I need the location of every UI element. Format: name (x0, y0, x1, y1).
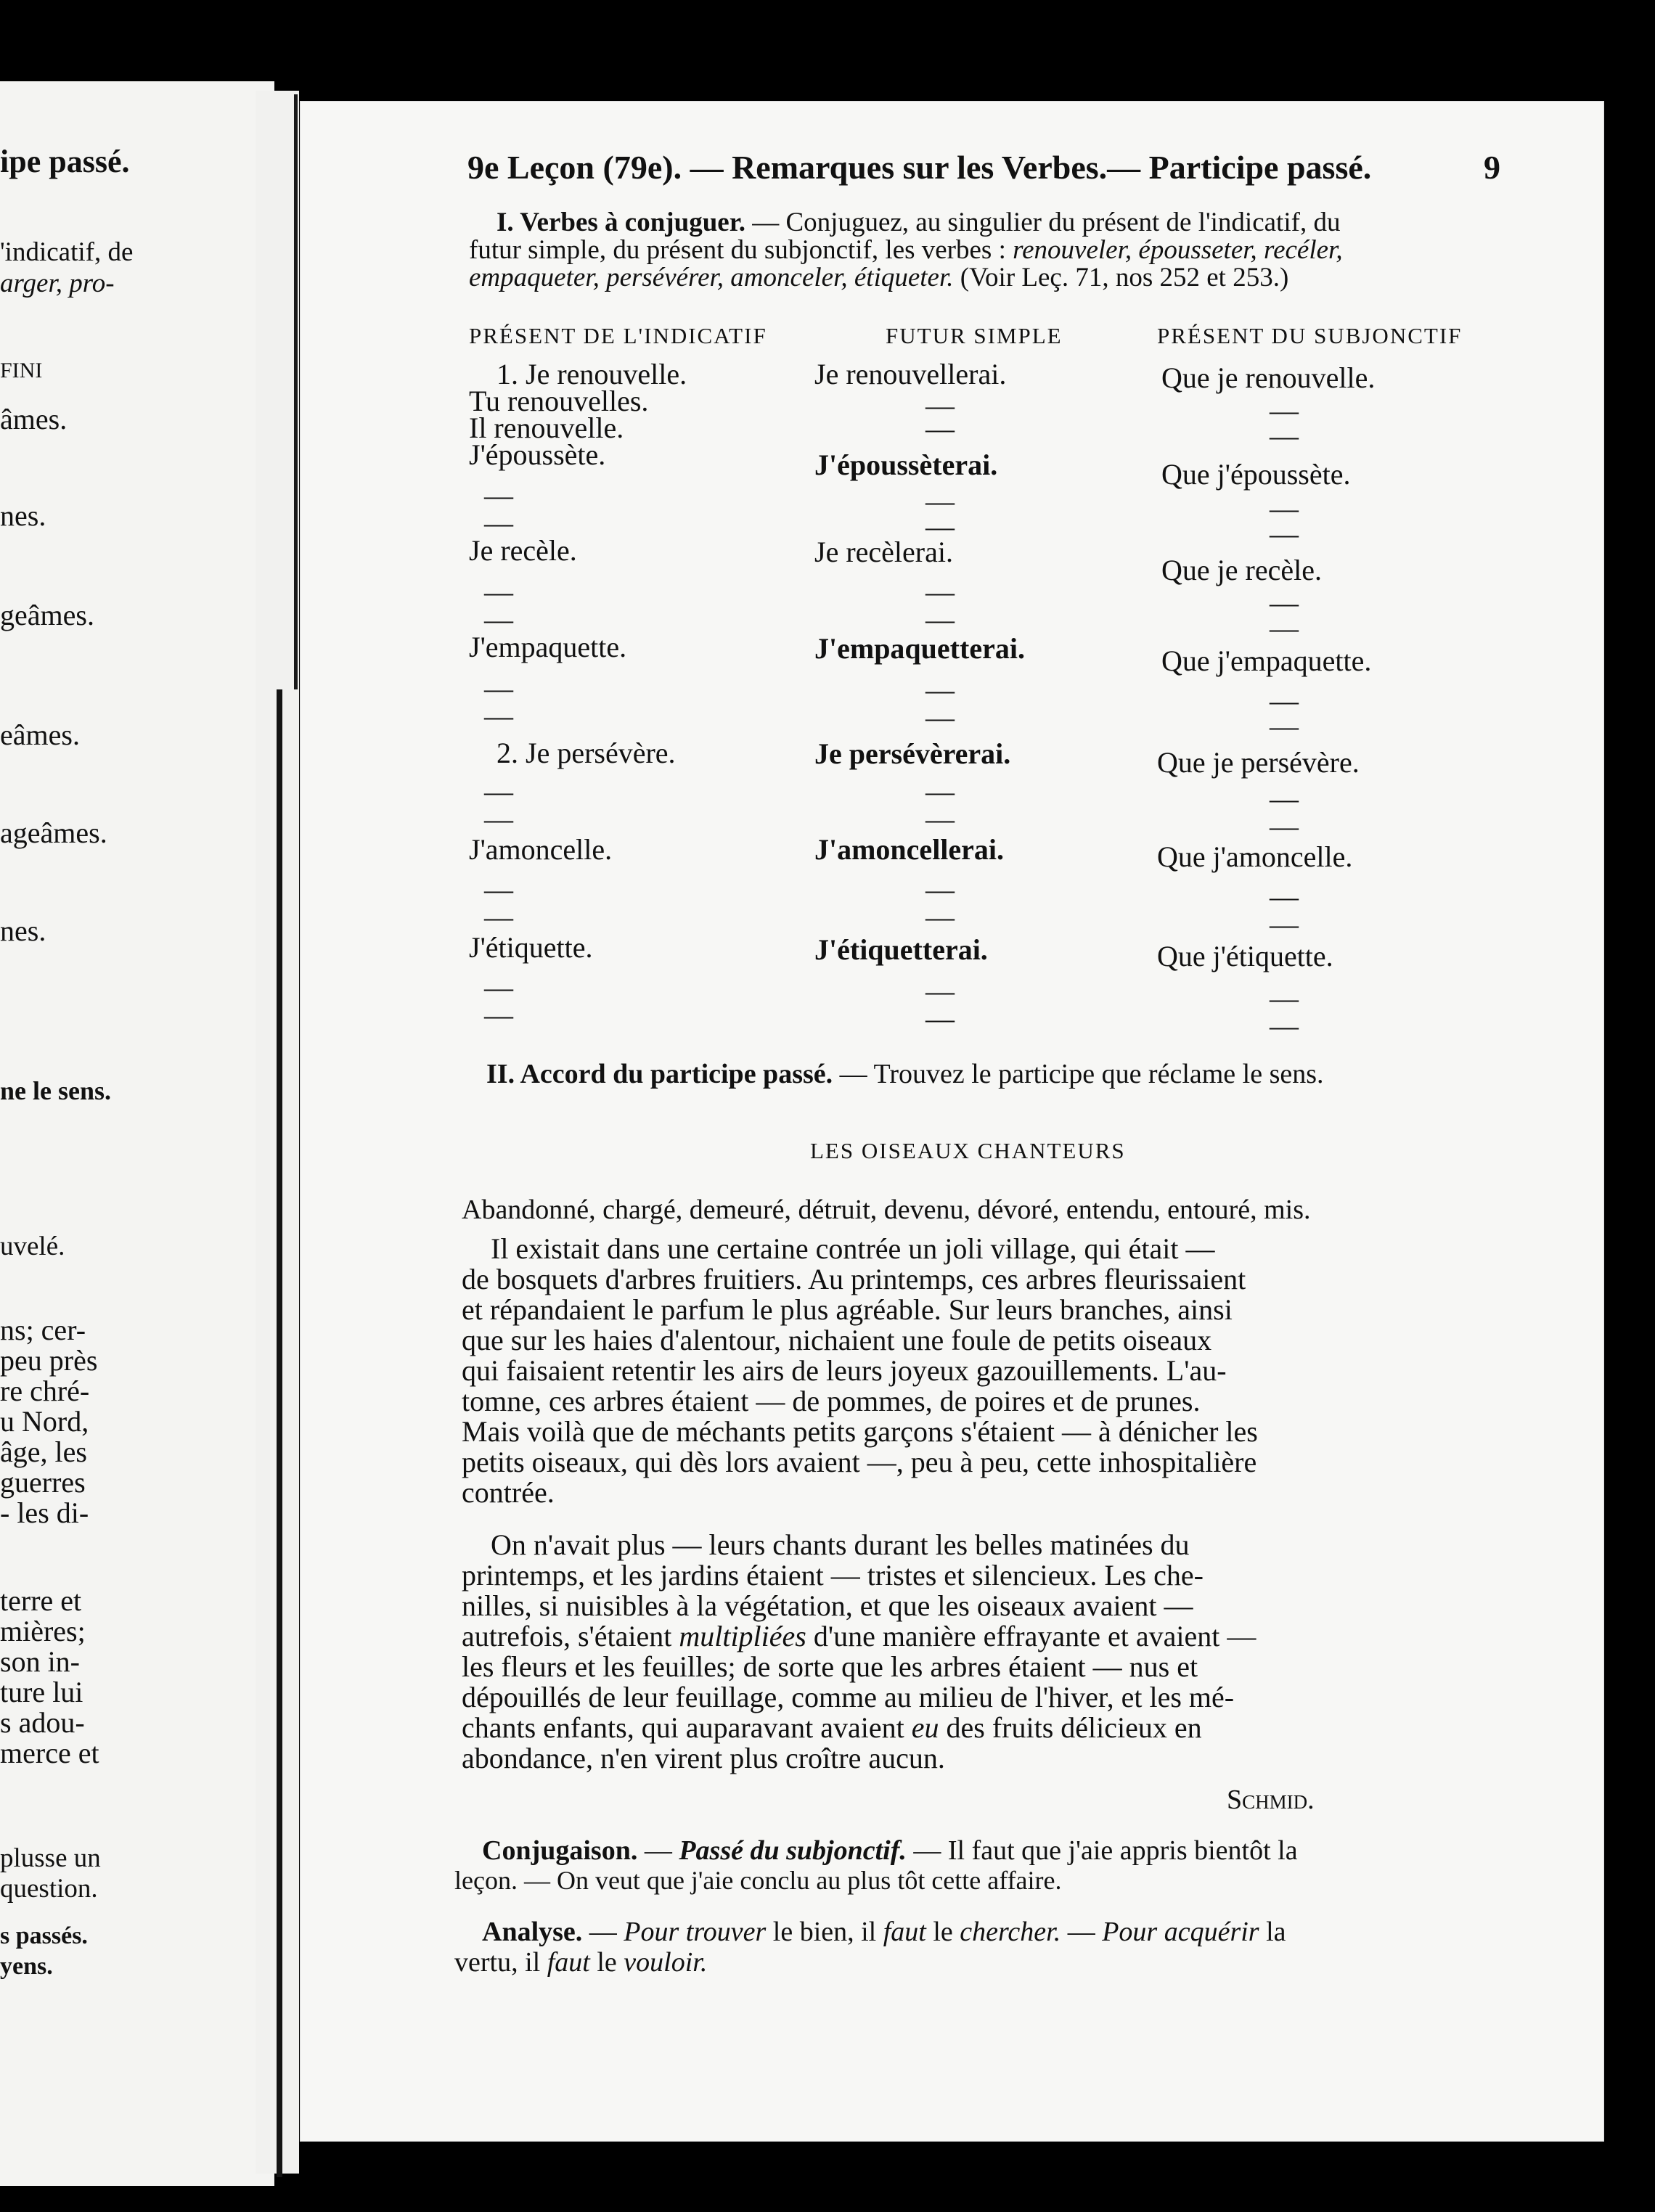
conjugation-cell: Il renouvelle. (469, 411, 624, 444)
conjugation-cell: Je recèle. (469, 534, 577, 567)
dash-placeholder: — (925, 389, 955, 422)
text-line: Il existait dans une certaine contrée un joli village, qui était — (491, 1232, 1215, 1265)
dash-placeholder: — (1270, 810, 1299, 843)
conjugation-cell: Que je recèle. (1161, 554, 1322, 586)
dash-placeholder: — (925, 510, 955, 543)
column-heading-indicatif: PRÉSENT DE L'INDICATIF (469, 323, 767, 348)
text-line: les fleurs et les feuilles; de sorte que les arbres étaient — nus et (462, 1650, 1198, 1683)
exercise-instruction-line: empaqueter, persévérer, amonceler, étiqueter. (Voir Leç. 71, nos 252 et 253.) (469, 263, 1289, 292)
conjugation-cell: J'amoncellerai. (814, 833, 1005, 866)
dash-placeholder: — (925, 975, 955, 1007)
text-title: LES OISEAUX CHANTEURS (810, 1138, 1126, 1163)
conjugation-cell: Je persévèrerai. (814, 737, 1011, 770)
text-line: tomne, ces arbres étaient — de pommes, de poires et de prunes. (462, 1385, 1201, 1417)
dash-placeholder: — (1270, 982, 1299, 1015)
dash-placeholder: — (1270, 419, 1299, 452)
binding-edge (277, 689, 282, 2177)
dash-placeholder: — (1270, 586, 1299, 619)
conjugation-cell: Que je renouvelle. (1161, 361, 1376, 394)
dash-placeholder: — (1270, 684, 1299, 717)
book-page (301, 102, 1603, 2141)
left-text-fragment: s passés. (0, 1922, 88, 1949)
text-line: chants enfants, qui auparavant avaient eu des fruits délicieux en (462, 1711, 1202, 1744)
dash-placeholder: — (925, 775, 955, 808)
exercise-instruction-line: futur simple, du présent du subjonctif, les verbes : renouveler, épousseter, recéler, (469, 235, 1343, 265)
conjugation-cell: Je recèlerai. (814, 536, 953, 568)
dash-placeholder: — (1270, 908, 1299, 941)
conjugation-cell: J'empaquetterai. (814, 632, 1025, 665)
dash-placeholder: — (1270, 394, 1299, 427)
section-title: II. Accord du participe passé. (486, 1059, 833, 1089)
left-text-fragment: u Nord, (0, 1405, 89, 1438)
conjugation-cell: J'étiquetterai. (814, 933, 988, 966)
left-text-fragment: âmes. (0, 403, 68, 435)
dash-placeholder: — (925, 603, 955, 636)
left-text-fragment: merce et (0, 1737, 99, 1769)
left-text-fragment: son in- (0, 1645, 80, 1678)
conjugation-cell: Que j'amoncelle. (1157, 840, 1353, 873)
column-heading-futur: FUTUR SIMPLE (886, 323, 1063, 348)
conjugation-cell: Que je persévère. (1157, 746, 1360, 779)
left-text-fragment: ns; cer- (0, 1314, 86, 1346)
text-line: de bosquets d'arbres fruitiers. Au printemps, ces arbres fleurissaient (462, 1263, 1246, 1295)
left-text-fragment: plusse un (0, 1843, 101, 1873)
text-line: printemps, et les jardins étaient — tristes et silencieux. Les che- (462, 1559, 1204, 1592)
left-text-fragment: ageâmes. (0, 816, 107, 849)
text-line: dépouillés de leur feuillage, comme au milieu de l'hiver, et les mé- (462, 1681, 1235, 1713)
running-head: 9e Leçon (79e). — Remarques sur les Verbes.— Participe passé. (467, 149, 1372, 186)
exercise-instruction-line: I. Verbes à conjuguer. — Conjuguez, au singulier du présent de l'indicatif, du (496, 208, 1341, 237)
conjugation-cell: Que j'époussète. (1161, 458, 1351, 491)
text-line: que sur les haies d'alentour, nichaient une foule de petits oiseaux (462, 1324, 1212, 1356)
left-text-fragment: - les di- (0, 1496, 89, 1529)
left-text-fragment: nes. (0, 499, 46, 532)
dash-placeholder: — (925, 485, 955, 517)
conjugaison-line: Conjugaison. — Passé du subjonctif. — Il faut que j'aie appris bientôt la (482, 1835, 1298, 1866)
left-text-fragment: s adou- (0, 1706, 85, 1739)
left-text-fragment: âge, les (0, 1435, 87, 1468)
left-text-fragment: terre et (0, 1584, 82, 1617)
dash-placeholder: — (484, 479, 513, 512)
dash-placeholder: — (484, 999, 513, 1031)
dash-placeholder: — (925, 701, 955, 734)
conjugation-cell: Que j'empaquette. (1161, 644, 1372, 677)
page-number: 9 (1484, 149, 1500, 186)
conjugation-cell: J'amoncelle. (469, 833, 613, 866)
conjugation-cell: Que j'étiquette. (1157, 940, 1333, 972)
left-text-fragment: 'indicatif, de (0, 237, 134, 267)
conjugation-cell: J'empaquette. (469, 631, 627, 663)
conjugation-cell: 1. Je renouvelle. (496, 358, 687, 390)
dash-placeholder: — (484, 775, 513, 808)
left-text-fragment: uvelé. (0, 1232, 65, 1261)
previous-page-fragment (0, 81, 274, 2186)
dash-placeholder: — (484, 873, 513, 906)
left-text-fragment: mières; (0, 1615, 86, 1647)
left-text-fragment: yens. (0, 1953, 53, 1980)
dash-placeholder: — (1270, 710, 1299, 742)
analyse-line: Analyse. — Pour trouver le bien, il faut le chercher. — Pour acquérir la (482, 1917, 1286, 1947)
binding-edge (294, 94, 298, 689)
dash-placeholder: — (484, 803, 513, 835)
text-line: Mais voilà que de méchants petits garçons s'étaient — à dénicher les (462, 1415, 1258, 1448)
dash-placeholder: — (484, 603, 513, 636)
word-list: Abandonné, chargé, demeuré, détruit, devenu, dévoré, entendu, entouré, mis. (462, 1195, 1311, 1225)
conjugaison-line: leçon. — On veut que j'aie conclu au plus tôt cette affaire. (454, 1866, 1062, 1895)
conjugation-cell: Tu renouvelles. (469, 385, 649, 417)
dash-placeholder: — (925, 901, 955, 933)
dash-placeholder: — (925, 673, 955, 706)
author-signature: Schmid. (1227, 1785, 1315, 1815)
dash-placeholder: — (484, 971, 513, 1004)
left-text-fragment: question. (0, 1874, 98, 1904)
dash-placeholder: — (484, 700, 513, 732)
conjugation-cell: J'époussèterai. (814, 448, 998, 481)
dash-placeholder: — (1270, 612, 1299, 644)
dash-placeholder: — (1270, 782, 1299, 815)
dash-placeholder: — (1270, 880, 1299, 913)
text-line: nilles, si nuisibles à la végétation, et que les oiseaux avaient — (462, 1589, 1193, 1622)
left-text-fragment: ipe passé. (0, 144, 130, 179)
dash-placeholder: — (484, 672, 513, 705)
dash-placeholder: — (1270, 492, 1299, 525)
text-line: autrefois, s'étaient multipliées d'une manière effrayante et avaient — (462, 1620, 1256, 1652)
conjugation-cell: J'époussète. (469, 438, 606, 471)
analyse-line: vertu, il faut le vouloir. (454, 1947, 708, 1978)
column-heading-subjonctif: PRÉSENT DU SUBJONCTIF (1157, 323, 1463, 348)
left-text-fragment: ne le sens. (0, 1076, 111, 1105)
left-text-fragment: geâmes. (0, 599, 94, 631)
text-line: et répandaient le parfum le plus agréable. Sur leurs branches, ainsi (462, 1293, 1233, 1326)
left-text-fragment: peu près (0, 1344, 98, 1377)
dash-placeholder: — (484, 507, 513, 539)
left-text-fragment: re chré- (0, 1375, 90, 1407)
dash-placeholder: — (925, 575, 955, 608)
dash-placeholder: — (925, 412, 955, 445)
text-line: abondance, n'en virent plus croître aucun. (462, 1742, 945, 1774)
text-line: contrée. (462, 1476, 555, 1509)
conjugation-cell: Je renouvellerai. (814, 358, 1007, 390)
dash-placeholder: — (484, 575, 513, 608)
text-line: On n'avait plus — leurs chants durant les belles matinées du (491, 1528, 1190, 1561)
section-title: I. Verbes à conjuguer. (496, 208, 745, 237)
dash-placeholder: — (925, 1002, 955, 1035)
text-line: petits oiseaux, qui dès lors avaient —, peu à peu, cette inhospitalière (462, 1446, 1257, 1478)
dash-placeholder: — (925, 803, 955, 835)
conjugation-cell: 2. Je persévère. (496, 737, 676, 769)
left-text-fragment: ture lui (0, 1676, 83, 1708)
exercise-instruction-line: II. Accord du participe passé. — Trouvez le participe que réclame le sens. (486, 1059, 1324, 1089)
dash-placeholder: — (484, 901, 513, 933)
dash-placeholder: — (1270, 517, 1299, 550)
left-text-fragment: FINI (0, 359, 43, 382)
left-text-fragment: guerres (0, 1466, 86, 1499)
dash-placeholder: — (925, 873, 955, 906)
left-text-fragment: arger, pro- (0, 269, 115, 298)
conjugation-cell: J'étiquette. (469, 931, 593, 964)
dash-placeholder: — (1270, 1009, 1299, 1042)
text-line: qui faisaient retentir les airs de leurs joyeux gazouillements. L'au- (462, 1354, 1227, 1387)
left-text-fragment: nes. (0, 914, 46, 947)
left-text-fragment: eâmes. (0, 718, 80, 751)
